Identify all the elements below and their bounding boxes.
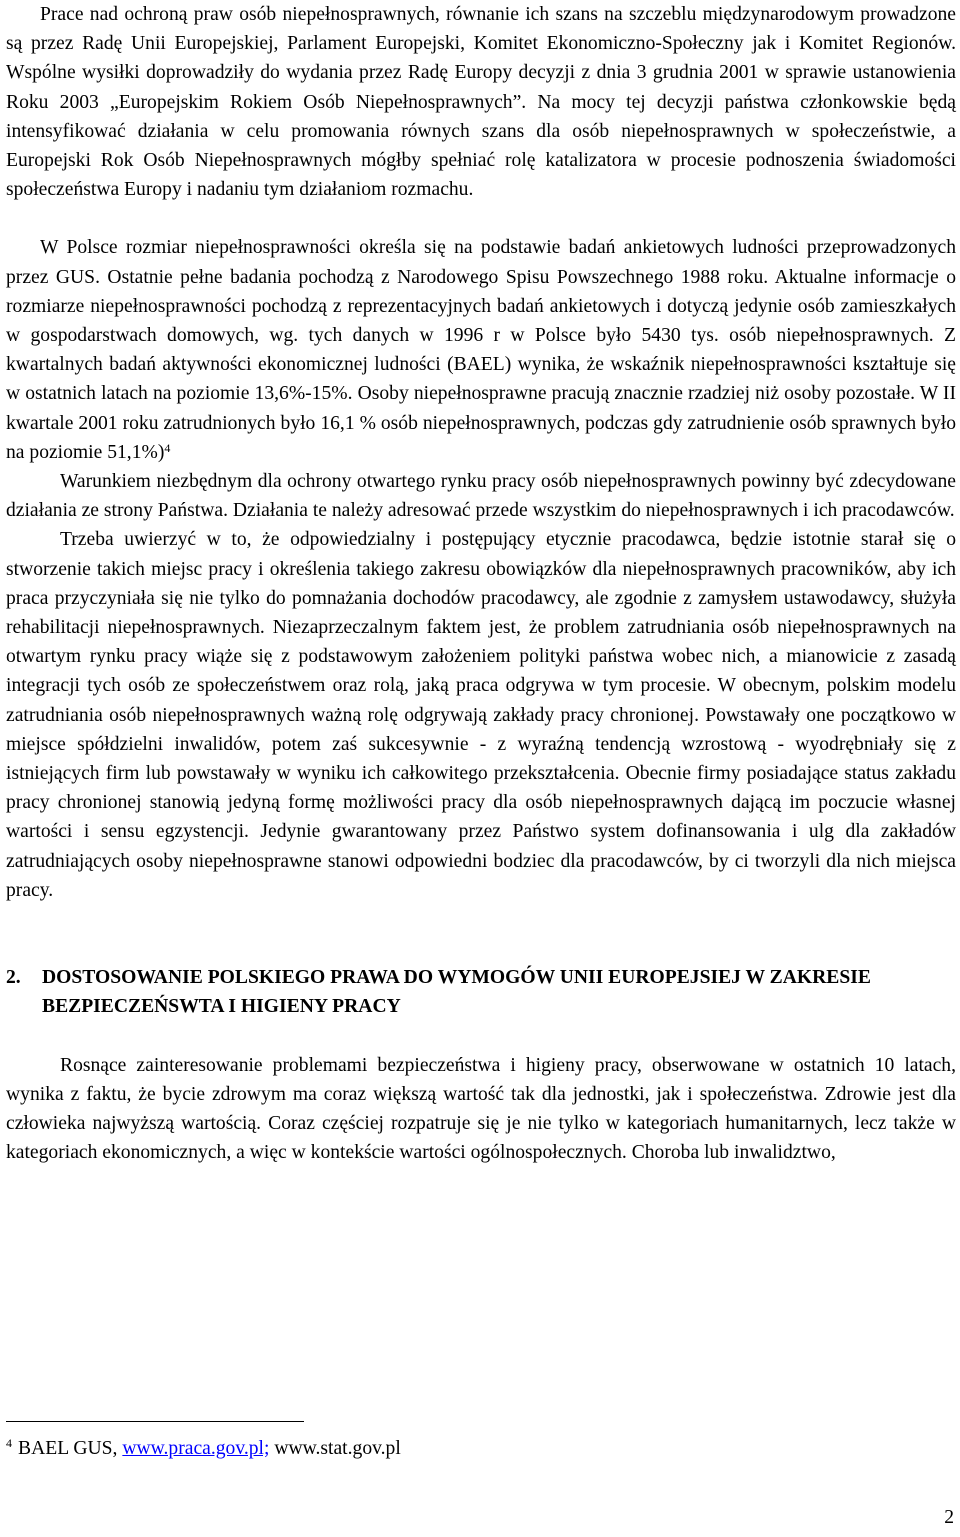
footnote-text-prefix: BAEL GUS,: [18, 1438, 118, 1459]
paragraph-poland-statistics-text: W Polsce rozmiar niepełnosprawności określa się na podstawie badań ankietowych ludności przeprowadzonych przez GUS. Ostatnie pełne badania pochodzą z Narodowego Spisu Powszechnego 1988 roku. Aktualne informacje o rozmiarze niepełnosprawności pochodzą z reprezentacyjnych badań ankietowych i dotyczą jedynie osób zamieszkałych w gospodarstwach domowych, wg. tych danych w 1996 r w Polsce było 5430 tys. osób niepełnosprawnych. Z kwartalnych badań aktywności ekonomicznej ludności (BAEL) wynika, że wskaźnik niepełnosprawności kształtuje się w ostatnich latach na poziomie 13,6%-15%. Osoby niepełnosprawne pracują znacznie rzadziej niż osoby pozostałe. W II kwartale 2001 roku zatrudnionych było 16,1 % osób niepełnosprawnych, podczas gdy zatrudnienie osób sprawnych było na poziomie 51,1%): [6, 237, 956, 463]
section-gap: [6, 905, 956, 963]
footnote-number: 4: [6, 1436, 12, 1450]
section-number: 2.: [6, 967, 21, 989]
document-page: [6, 0, 956, 1167]
paragraph-health-safety: Rosnące zainteresowanie problemami bezpieczeństwa i higieny pracy, obserwowane w ostatnich 10 latach, wynika z faktu, że bycie zdrowym ma coraz większą wartość tak dla jednostki, jak i społeczeństwa. Zdrowie jest dla człowieka najwyższą wartością. Coraz częściej rozpatruje się je nie tylko w kategoriach humanitarnych, lecz także w kategoriach ekonomicznych, a więc w kontekście wartości ogólnospołecznych. Choroba lub inwalidztwo,: [6, 1054, 956, 1164]
section-heading: [6, 963, 956, 1021]
footnote-separator: [6, 1421, 304, 1422]
paragraph-gap: [6, 204, 956, 233]
footnote-text-suffix: www.stat.gov.pl: [274, 1438, 401, 1459]
paragraph-state-actions: Warunkiem niezbędnym dla ochrony otwartego rynku pracy osób niepełnosprawnych powinny być zdecydowane działania ze strony Państwa. Działania te należy adresować przede wszystkim do niepełnosprawnych i ich pracodawców.: [6, 471, 956, 522]
paragraph-eu-actions: Prace nad ochroną praw osób niepełnosprawnych, równanie ich szans na szczeblu międzynarodowym prowadzone są przez Radę Unii Europejskiej, Parlament Europejski, Komitet Ekonomiczno-Społeczny jak i Komitet Regionów. Wspólne wysiłki doprowadziły do wydania przez Radę Europy decyzji z dnia 3 grudnia 2001 w sprawie ustanowienia Roku 2003 „Europejskim Rokiem Osób Niepełnosprawnych”. Na mocy tej decyzji państwa członkowskie będą intensyfikować działania w celu promowania równych szans dla osób niepełnosprawnych w społeczeństwie, a Europejski Rok Osób Niepełnosprawnych mógłby spełniać rolę katalizatora w procesie podnoszenia świadomości społeczeństwa Europy i nadaniu tym działaniom rozmachu.: [6, 4, 956, 201]
page-number: 2: [944, 1507, 954, 1528]
footnote: [6, 1437, 401, 1461]
heading-gap: [6, 1022, 956, 1051]
paragraph-poland-statistics: [6, 233, 956, 467]
paragraph-employer-ethics: Trzeba uwierzyć w to, że odpowiedzialny i postępujący etycznie pracodawca, będzie istotnie starał się o stworzenie takich miejsc pracy i określenia takiego zakresu obowiązków dla niepełnosprawnych pracowników, aby ich praca przyczyniała się nie tylko do pomnażania dochodów pracodawcy, ale zgodnie z zamysłem ustawodawcy, służyła rehabilitacji niepełnosprawnych. Niezaprzeczalnym faktem jest, że problem zatrudniania osób niepełnosprawnych na otwartym rynku pracy wiąże się z podstawowym założeniem polityki państwa wobec nich, a mianowicie z zasadą integracji tych osób ze społeczeństwem oraz rolą, jaką praca odgrywa w tym procesie. W obecnym, polskim modelu zatrudniania osób niepełnosprawnych ważną rolę odgrywają zakłady pracy chronionej. Powstawały one początkowo w miejsce spółdzielni inwalidów, potem zaś sukcesywnie - z wyraźną tendencją wzrostową - wyodrębniały się z istniejących firm lub powstawały w wyniku ich całkowitego przekształcenia. Obecnie firmy posiadające status zakładu pracy chronionej stanowią jedyną formę możliwości pracy dla osób niepełnosprawnych dającą im poczucie własnej wartości i sensu egzystencji. Jedynie gwarantowany przez Państwo system dofinansowania i ulg dla zakładów zatrudniających osoby niepełnosprawne stanowi odpowiedni bodziec dla pracodawców, by ci tworzyli dla nich miejsca pracy.: [6, 529, 956, 901]
footnote-reference[interactable]: 4: [164, 440, 171, 455]
footnote-link-praca[interactable]: www.praca.gov.pl;: [122, 1438, 270, 1459]
section-title: DOSTOSOWANIE POLSKIEGO PRAWA DO WYMOGÓW UNII EUROPEJSIEJ W ZAKRESIE BEZPIECZEŃSWTA I HIGIENY PRACY: [42, 967, 871, 1018]
